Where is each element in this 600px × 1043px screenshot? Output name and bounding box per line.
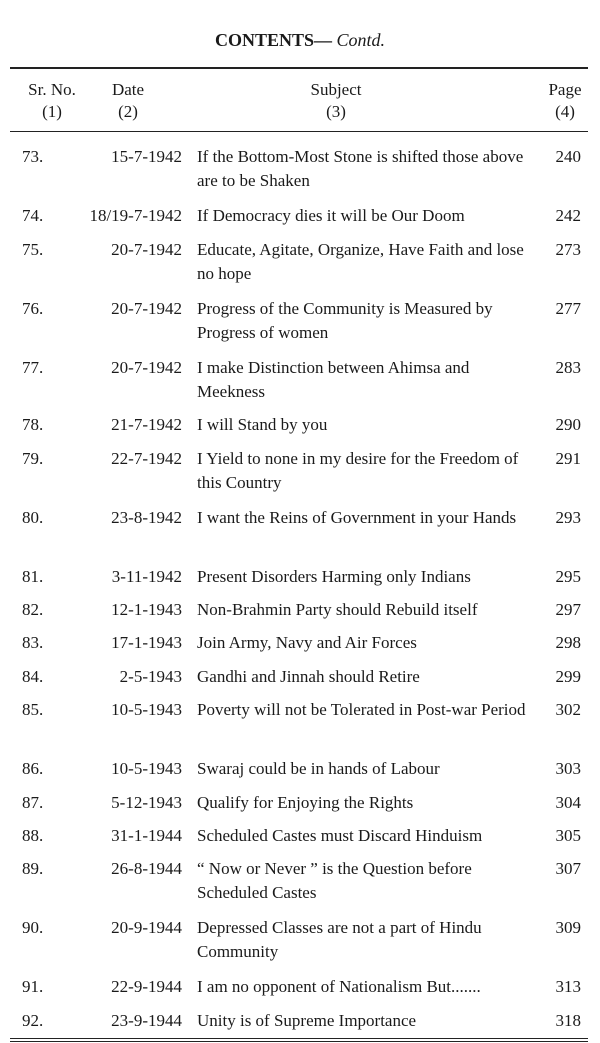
row-subject: Qualify for Enjoying the Rights [197,793,414,812]
row-serial-number: 86. [22,759,44,778]
row-subject: Poverty will not be Tolerated in Post-war Period [197,700,526,719]
row-page-number: 307 [555,859,581,878]
row-subject: Join Army, Navy and Air Forces [197,633,417,652]
row-page-number: 291 [555,449,581,468]
table-row [0,506,600,530]
row-date: 23-9-1944 [111,1011,182,1030]
row-subject: Scheduled Castes must Discard Hinduism [197,826,483,845]
row-page-number: 240 [555,147,581,166]
table-row [0,598,600,622]
row-serial-number: 84. [22,667,44,686]
row-date: 15-7-1942 [111,147,182,166]
row-serial-number: 82. [22,600,44,619]
row-page-number: 273 [555,240,581,259]
table-row [0,447,600,495]
column-number: (1) [42,102,62,121]
row-page-number: 313 [555,977,581,996]
row-subject: Depressed Classes are not a part of Hindu Community [197,918,482,961]
table-row [0,857,600,905]
table-row [0,145,600,193]
column-label: Subject [310,80,362,99]
row-subject: Educate, Agitate, Organize, Have Faith and lose no hope [197,240,524,283]
row-subject: Non-Brahmin Party should Rebuild itself [197,600,478,619]
table-row [0,757,600,781]
row-subject: Gandhi and Jinnah should Retire [197,667,420,686]
row-date: 31-1-1944 [111,826,182,845]
row-subject: I Yield to none in my desire for the Freedom of this Country [197,449,519,492]
row-date: 22-7-1942 [111,449,182,468]
column-header-date [96,79,160,123]
table-row [0,665,600,689]
table-row [0,824,600,848]
row-date: 20-7-1942 [111,299,182,318]
row-serial-number: 76. [22,299,44,318]
column-header-page [540,79,590,123]
column-number: (4) [555,102,575,121]
row-serial-number: 77. [22,358,44,377]
row-date: 17-1-1943 [111,633,182,652]
row-subject: I want the Reins of Government in your Hands [197,508,517,527]
row-subject: Unity is of Supreme Importance [197,1011,417,1030]
row-serial-number: 92. [22,1011,44,1030]
row-page-number: 302 [555,700,581,719]
row-page-number: 304 [555,793,581,812]
bottom-rule [10,1038,588,1039]
column-label: Page [548,80,582,99]
heading-title: CONTENTS— [214,30,332,50]
row-page-number: 290 [555,415,581,434]
row-serial-number: 88. [22,826,44,845]
row-subject: I make Distinction between Ahimsa and Meekness [197,358,470,401]
row-page-number: 309 [555,918,581,937]
row-serial-number: 81. [22,567,44,586]
table-row [0,698,600,722]
row-date: 18/19-7-1942 [89,206,182,225]
row-date: 12-1-1943 [111,600,182,619]
table-row [0,565,600,589]
row-date: 10-5-1943 [111,759,182,778]
row-page-number: 242 [555,206,581,225]
row-date: 20-7-1942 [111,358,182,377]
table-row [0,975,600,999]
column-label: Date [111,80,145,99]
row-subject: If the Bottom-Most Stone is shifted those above are to be Shaken [197,147,524,190]
row-subject: Swaraj could be in hands of Labour [197,759,440,778]
row-page-number: 293 [555,508,581,527]
column-number: (2) [118,102,138,121]
row-page-number: 318 [555,1011,581,1030]
row-date: 2-5-1943 [119,667,182,686]
row-date: 10-5-1943 [111,700,182,719]
page-heading [0,30,600,51]
row-serial-number: 83. [22,633,44,652]
table-row [0,238,600,286]
row-date: 20-9-1944 [111,918,182,937]
row-date: 3-11-1942 [111,567,182,586]
table-row [0,1009,600,1033]
row-date: 20-7-1942 [111,240,182,259]
row-date: 22-9-1944 [111,977,182,996]
row-subject: If Democracy dies it will be Our Doom [197,206,465,225]
table-row [0,916,600,964]
row-date: 23-8-1942 [111,508,182,527]
row-serial-number: 73. [22,147,44,166]
table-row [0,356,600,404]
bottom-rule-double [10,1041,588,1042]
row-subject: Progress of the Community is Measured by Progress of women [197,299,493,342]
table-row [0,413,600,437]
row-serial-number: 90. [22,918,44,937]
row-subject: I will Stand by you [197,415,328,434]
table-row [0,631,600,655]
row-date: 5-12-1943 [111,793,182,812]
row-serial-number: 91. [22,977,44,996]
row-serial-number: 79. [22,449,44,468]
row-serial-number: 80. [22,508,44,527]
row-subject: I am no opponent of Nationalism But....... [197,977,481,996]
row-serial-number: 87. [22,793,44,812]
row-serial-number: 89. [22,859,44,878]
table-row [0,791,600,815]
row-page-number: 283 [555,358,581,377]
row-page-number: 298 [555,633,581,652]
row-date: 21-7-1942 [111,415,182,434]
column-label: Sr. No. [28,80,76,99]
table-row [0,204,600,228]
row-page-number: 297 [555,600,581,619]
row-serial-number: 78. [22,415,44,434]
table-row [0,297,600,345]
row-page-number: 277 [555,299,581,318]
row-page-number: 305 [555,826,581,845]
row-serial-number: 85. [22,700,44,719]
column-header-subject [196,79,476,123]
row-date: 26-8-1944 [111,859,182,878]
top-rule [10,67,588,69]
row-page-number: 299 [555,667,581,686]
row-page-number: 303 [555,759,581,778]
heading-contd: Contd. [336,30,386,50]
row-serial-number: 74. [22,206,44,225]
column-header-sr-no [14,79,90,123]
column-number: (3) [326,102,346,121]
row-subject: “ Now or Never ” is the Question before Scheduled Castes [197,859,472,902]
row-serial-number: 75. [22,240,44,259]
row-subject: Present Disorders Harming only Indians [197,567,471,586]
row-page-number: 295 [555,567,581,586]
header-rule [10,131,588,132]
